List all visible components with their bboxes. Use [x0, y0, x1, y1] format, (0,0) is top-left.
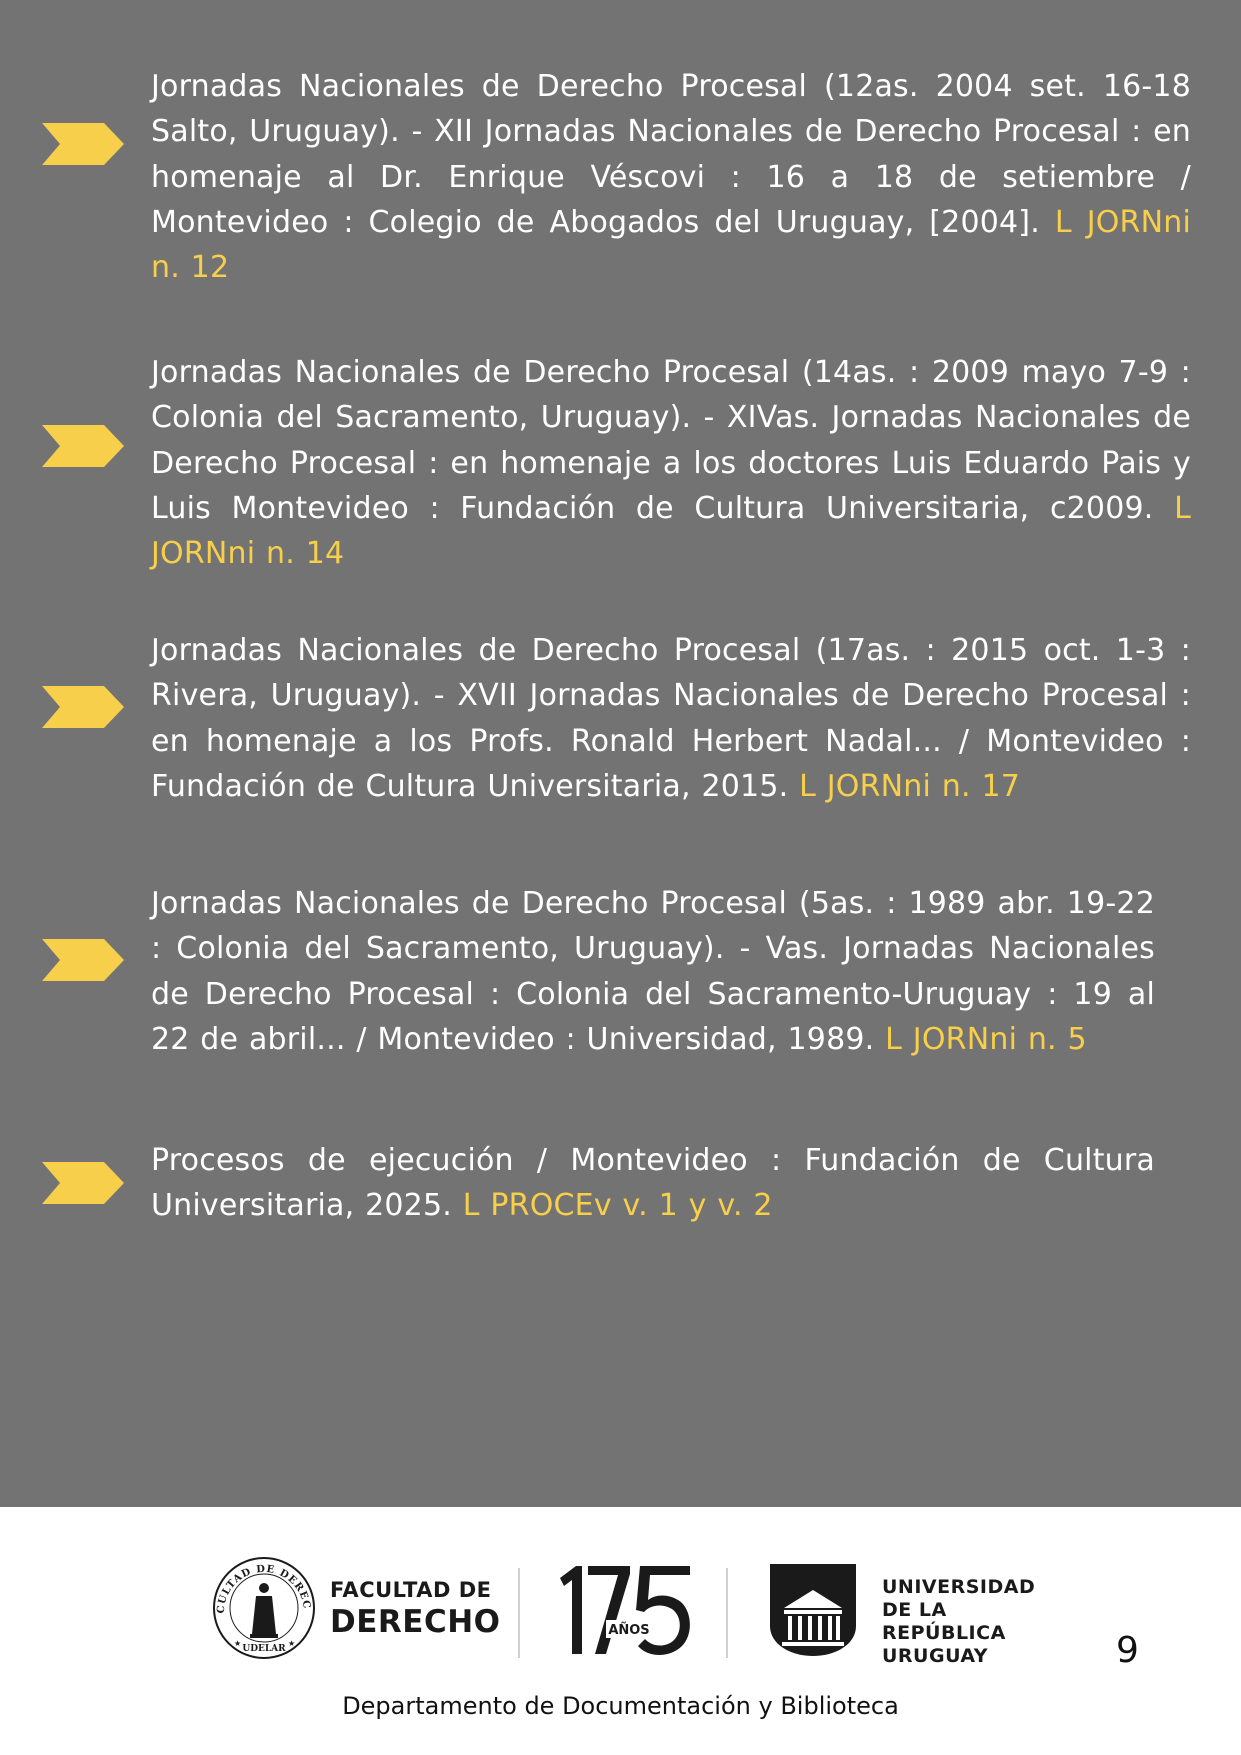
entry-description: Jornadas Nacionales de Derecho Procesal (14as. : 2009 mayo 7-9 : Colonia del Sacramento, Uruguay). - XIVas. Jornadas Nacionales de Derecho Procesal : en homenaje a los doctores Luis Eduardo Pais y Luis Montevideo : Fundación de Cultura Universitaria, c2009.	[151, 355, 1191, 526]
faculty-seal-icon	[210, 1554, 318, 1662]
university-building-icon	[770, 1564, 856, 1656]
entry-text	[151, 64, 1191, 290]
entry-text	[151, 1138, 1155, 1229]
logo-divider	[726, 1568, 728, 1658]
university-name	[882, 1576, 1070, 1668]
entry-text	[151, 628, 1191, 809]
faculty-name-line1: FACULTAD DE	[330, 1578, 492, 1602]
call-number: L JORNni n. 17	[799, 768, 1021, 804]
chevron-arrow-icon	[42, 425, 124, 467]
entry-description: Jornadas Nacionales de Derecho Procesal (12as. 2004 set. 16-18 Salto, Uruguay). - XII Jornadas Nacionales de Derecho Procesal : en homenaje al Dr. Enrique Véscovi : 16 a 18 de setiembre / Montevideo : Colegio de Abogados del Uruguay, [2004].	[151, 69, 1191, 240]
chevron-arrow-icon	[42, 1162, 124, 1204]
chevron-arrow-icon	[42, 686, 124, 728]
logo-divider	[518, 1568, 520, 1658]
svg-text:★: ★	[234, 1639, 242, 1648]
call-number: L JORNni n. 5	[885, 1021, 1087, 1057]
svg-text:FACULTAD DE DERECHO: CULTAD DE DEREC	[215, 1563, 313, 1614]
entry-description: Procesos de ejecución / Montevideo : Fundación de Cultura Universitaria, 2025.	[151, 1143, 1155, 1224]
svg-text:UDELAR: UDELAR	[242, 1644, 286, 1654]
university-name-line1: UNIVERSIDAD	[882, 1576, 1036, 1598]
chevron-arrow-icon	[42, 123, 124, 165]
entry-text	[151, 350, 1191, 576]
department-name: Departamento de Documentación y Biblioteca	[342, 1692, 899, 1720]
anniversary-word: AÑOS	[608, 1623, 650, 1638]
faculty-name	[330, 1578, 501, 1640]
university-name-line3: URUGUAY	[882, 1645, 989, 1667]
svg-text:★: ★	[288, 1639, 296, 1648]
anniversary-logo	[556, 1560, 696, 1660]
page-number: 9	[1116, 1630, 1139, 1671]
faculty-name-line2: DERECHO	[330, 1604, 501, 1640]
entry-description: Jornadas Nacionales de Derecho Procesal (5as. : 1989 abr. 19-22 : Colonia del Sacramento, Uruguay). - Vas. Jornadas Nacionales de Derecho Procesal : Colonia del Sacramento-Uruguay : 19 al 22 de abril... / Montevideo : Universidad, 1989.	[151, 886, 1155, 1057]
entry-description: Jornadas Nacionales de Derecho Procesal (17as. : 2015 oct. 1-3 : Rivera, Uruguay). - XVII Jornadas Nacionales de Derecho Procesal : en homenaje a los Profs. Ronald Herbert Nadal... / Montevideo : Fundación de Cultura Universitaria, 2015.	[151, 633, 1191, 804]
chevron-arrow-icon	[42, 939, 124, 981]
call-number: L JORNni n. 14	[151, 490, 1191, 572]
call-number: L PROCEv v. 1 y v. 2	[462, 1188, 773, 1224]
call-number: L JORNni n. 12	[151, 204, 1191, 286]
university-name-line2: DE LA REPÚBLICA	[882, 1599, 1006, 1644]
footer-logos	[210, 1554, 1070, 1667]
entry-text	[151, 881, 1155, 1062]
